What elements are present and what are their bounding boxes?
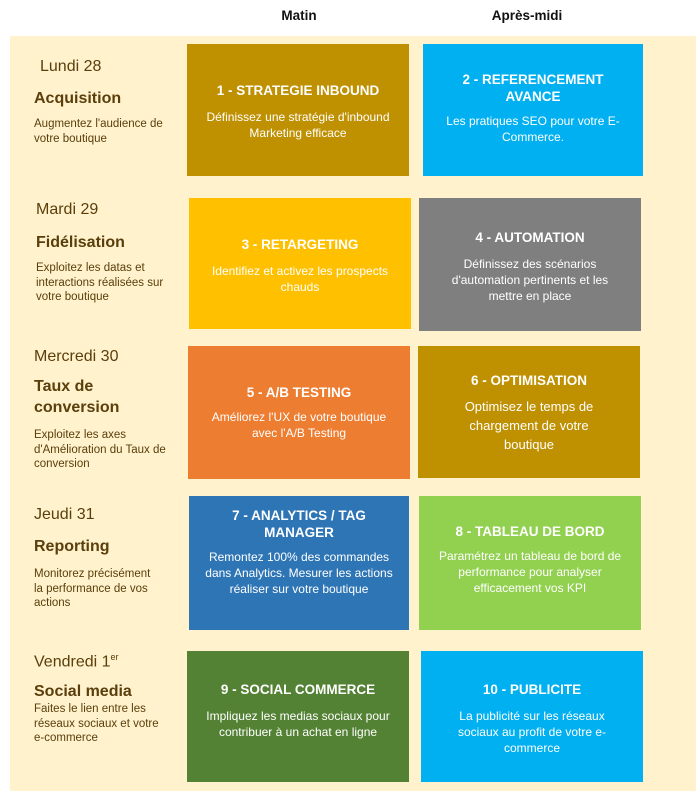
day-description: Monitorez précisément la performance de vos actions <box>34 568 151 609</box>
session-text: Impliquez les medias sociaux pour contribuer à un achat en ligne <box>206 709 390 739</box>
session-text: La publicité sur les réseaux sociaux au profit de votre e-commerce <box>457 709 607 755</box>
session-title: 2 - REFERENCEMENT AVANCE <box>462 72 604 104</box>
session-text: Les pratiques SEO pour votre E-Commerce. <box>446 114 620 144</box>
day-date: Mercredi 30 <box>34 348 119 365</box>
session-text: Paramétrez un tableau de bord de performance pour analyser efficacement vos KPI <box>438 549 622 595</box>
day-date-sup: er <box>110 652 119 662</box>
day-wednesday <box>34 348 169 472</box>
day-tuesday <box>34 201 184 305</box>
day-description: Augmentez l'audience de votre boutique <box>34 118 163 145</box>
session-box-10 <box>421 651 643 782</box>
session-text: Remontez 100% des commandes dans Analytics. Mesurer les actions réaliser sur votre boutique <box>205 550 393 596</box>
day-description: Exploitez les axes d'Amélioration du Taux de conversion <box>34 429 166 470</box>
session-title: 4 - AUTOMATION <box>475 230 585 245</box>
session-title: 1 - STRATEGIE INBOUND <box>216 83 380 98</box>
day-date <box>34 652 174 671</box>
session-title: 9 - SOCIAL COMMERCE <box>220 682 376 697</box>
day-description: Faites le lien entre les réseaux sociaux et votre e-commerce <box>34 703 159 745</box>
session-title: 10 - PUBLICITE <box>482 682 582 697</box>
day-date: Lundi 28 <box>40 58 102 75</box>
session-box-2 <box>423 44 643 176</box>
day-date: Mardi 29 <box>36 201 99 218</box>
session-box-8 <box>419 496 641 630</box>
session-box-3 <box>189 198 411 329</box>
session-text: Identifiez et activez les prospects chauds <box>211 264 389 294</box>
day-theme: Social media <box>34 683 132 701</box>
day-date: Jeudi 31 <box>34 506 95 523</box>
session-box-4 <box>419 198 641 331</box>
session-title: 6 - OPTIMISATION <box>470 373 587 388</box>
day-monday <box>34 58 179 146</box>
day-thursday <box>34 506 159 611</box>
day-theme: Acquisition <box>34 90 122 107</box>
session-text: Optimisez le temps de chargement de votre boutique <box>464 399 594 452</box>
session-text: Définissez une stratégie d'inbound Marketing efficace <box>206 110 390 140</box>
session-title: 3 - RETARGETING <box>241 237 359 252</box>
day-friday <box>34 652 174 746</box>
morning-column-header: Matin <box>281 8 317 23</box>
session-box-6 <box>418 346 640 478</box>
session-title: 5 - A/B TESTING <box>246 385 352 400</box>
day-theme: Fidélisation <box>36 234 125 251</box>
session-text: Améliorez l'UX de votre boutique avec l'A/B Testing <box>211 410 387 440</box>
afternoon-column-header: Après-midi <box>491 8 563 23</box>
session-title: 8 - TABLEAU DE BORD <box>455 524 605 539</box>
day-theme: Reporting <box>34 538 110 555</box>
session-text: Définissez des scénarios d'automation pertinents et les mettre en place <box>451 257 609 303</box>
session-title: 7 - ANALYTICS / TAG MANAGER <box>232 508 366 540</box>
session-box-1 <box>187 44 409 176</box>
session-box-5 <box>188 346 410 479</box>
session-box-7 <box>189 496 409 630</box>
session-box-9 <box>187 651 409 782</box>
day-date-text: Vendredi 1 <box>34 653 111 671</box>
day-theme: Taux de conversion <box>34 378 120 416</box>
day-description: Exploitez les datas et interactions réalisées sur votre boutique <box>36 262 164 303</box>
